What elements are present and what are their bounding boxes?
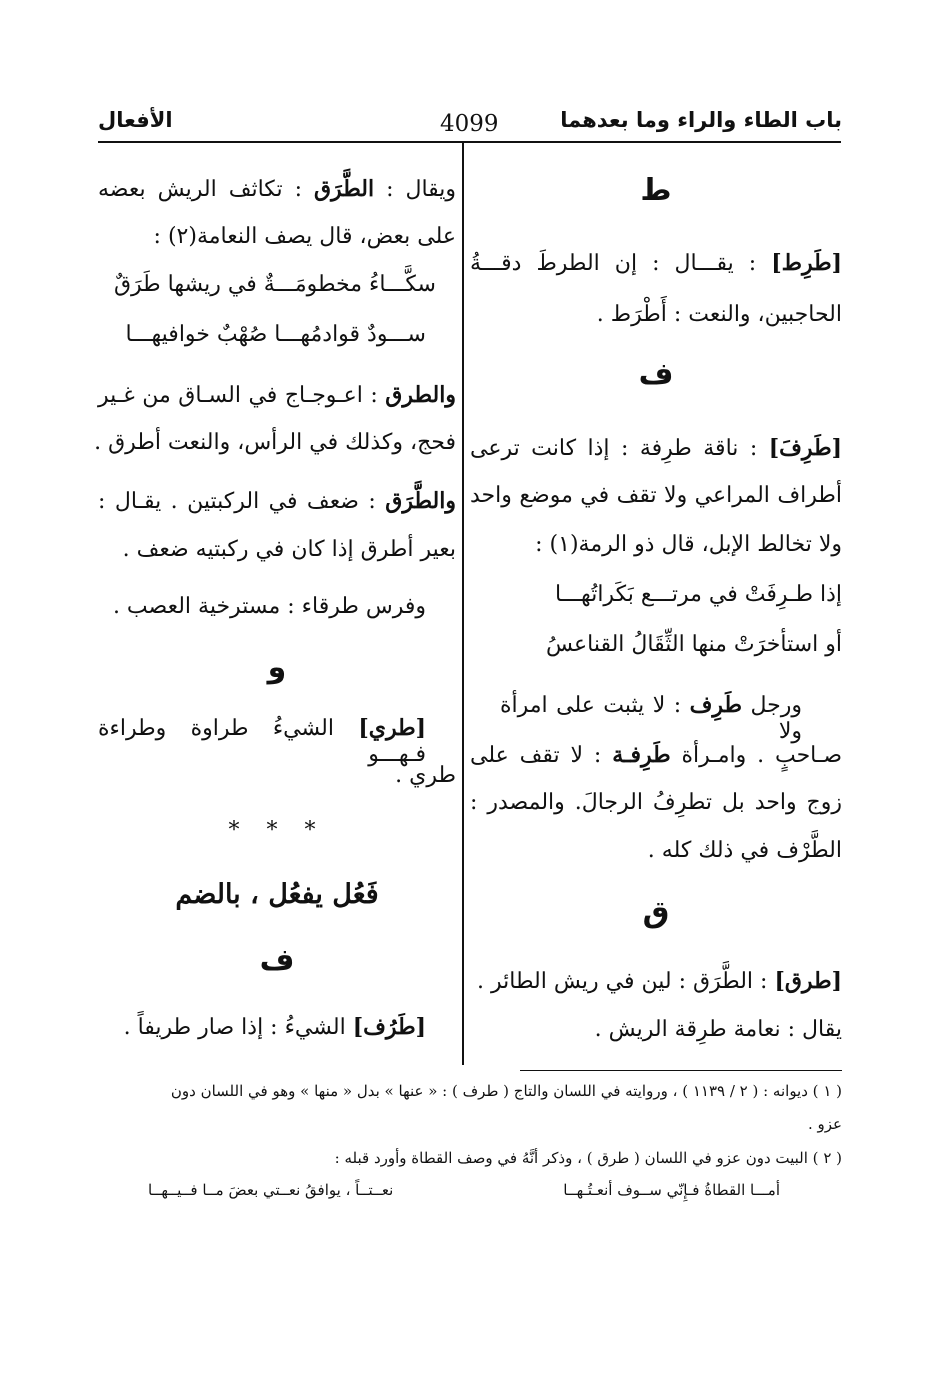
entry-text: : يقـــال : إن الطرطَ دقـــةُ [470,251,757,276]
column-divider [462,143,464,1065]
entry-taraf-line1 [470,435,842,462]
entry-rajul-line4: الطَّرْف في ذلك كله . [647,838,842,863]
entry-term: [طَرُف] [352,1014,426,1040]
right-column [470,0,842,1060]
entry-text: : لا تقف على [470,743,602,768]
entry-text: : تكاثف الريش بعضه [98,177,302,202]
entry-text: : الطَّرَق : لين في ريش الطائر . [477,969,768,994]
entry-faras: وفرس طرقاء : مسترخية العصب . [112,594,426,619]
letter-heading-ta: ط [640,173,672,208]
footnote-rule [520,1070,842,1071]
entry-tarq3-line2: بعير أطرق إذا كان في ركبتيه ضعف . [122,537,456,562]
entry-yuqal-line1 [98,176,456,203]
entry-term: الطَّرَق [313,176,375,202]
entry-text: ورجل [750,693,802,718]
entry-term: [طَرِط] [771,250,843,276]
entry-yuqal-line2: على بعض، قال يصف النعامة(٢) : [153,224,456,249]
entry-term: [طري] [358,715,426,741]
entry-text: ويقال : [386,177,457,202]
entry-tarq3-line1 [98,488,456,515]
verse1-hemistich1: إذا طـرِفَتْ في مرتـــع بَكَراتُهـــا [555,582,842,607]
entry-tarat-line2: الحاجبين، والنعت : أَطْرَط . [596,302,842,327]
entry-text: الشيءُ طراوة وطراءة فـهـــو [98,716,426,767]
entry-text: صـاحبٍ . وامـرأة [681,743,842,768]
entry-text: : ضعف في الركبتين . يقـال : [98,489,376,514]
entry-term: والطَّرَق [385,488,456,514]
verse1-hemistich2: أو استأخرَتْ منها الثِّقَالُ القناعسُ [545,632,842,657]
entry-tariq-line2: يقال : نعامة طرِقة الريش . [594,1017,842,1042]
section-title: الأفعال [98,108,173,132]
page-number: 4099 [440,111,499,137]
footnote-1-line2: عزو . [807,1115,842,1133]
letter-heading-fa-2: ف [259,943,295,978]
entry-term: طَرِف [689,692,743,718]
entry-term: طَرِفـة [612,742,671,768]
footnote-2-line1: ( ٢ ) البيت دون عزو في اللسان ( طرق ) ، وذكر أنَّهُ في وصف القطاة وأورد قبله : [334,1149,842,1167]
section-heading: فَعُل يفعُل ، بالضم [175,879,379,910]
entry-taraf-line3: ولا تخالط الإبل، قال ذو الرمة(١) : [535,532,842,557]
entry-rajul-line1 [500,692,802,745]
entry-tarat-line1 [470,250,842,277]
letter-heading-qaf: ق [642,895,670,930]
chapter-title: باب الطاء والراء وما بعدهما [560,108,842,132]
footnote-2-verse-hemistich1: أمـــا القطاةُ فـإِنّي ســوف أنعـتُـهــا [563,1181,780,1199]
entry-term: [طَرِفَ] [768,435,842,461]
entry-text: : اعـوجـاج في السـاق من غـير [98,383,378,408]
left-column [94,0,457,1060]
entry-term: [طرق] [774,968,842,994]
entry-rajul-line3: زوج واحد بل تطرِفُ الرجالَ. والمصدر : [470,790,842,815]
verse2-hemistich1: سكَّـــاءُ مخطومَـــةٌ في ريشها طَرَقٌ [113,272,436,297]
letter-heading-waw: و [267,650,287,685]
entry-taraf-line2: أطراف المراعي ولا تقف في موضع واحد [470,483,842,508]
footnote-1-line1: ( ١ ) ديوانه : ( ٢ / ١١٣٩ ) ، وروايته في اللسان والتاج ( طرف ) : « عنها » بدل « منها » وهو في اللسان دون [170,1082,842,1100]
section-separator: * * * [228,818,326,843]
verse2-hemistich2: ســـودٌ قوادمُهـــا صُهْبٌ خوافيهـــا [125,322,426,347]
entry-term: والطرق [385,382,456,408]
entry-rajul-line2 [470,742,842,769]
entry-taruf [124,1014,426,1041]
entry-text: : لا يثبت على امرأة ولا [500,693,802,744]
entry-text: الشيءُ : إذا صار طريفاً . [123,1015,346,1040]
entry-tariq-line1 [477,968,842,995]
letter-heading-fa: ف [638,357,674,392]
entry-tarq2-line2: فحج، وكذلك في الرأس، والنعت أطرق . [94,430,456,455]
footnote-2-verse-hemistich2: نعــتــاً ، يوافقُ نعــتي بعضَ مــا فــيــهــا [148,1181,394,1199]
entry-text: : ناقة طرِفة : إذا كانت ترعى [470,436,758,461]
entry-tari-line2: طري . [395,763,456,788]
entry-tari-line1 [98,715,426,768]
entry-tarq2-line1 [98,382,456,409]
